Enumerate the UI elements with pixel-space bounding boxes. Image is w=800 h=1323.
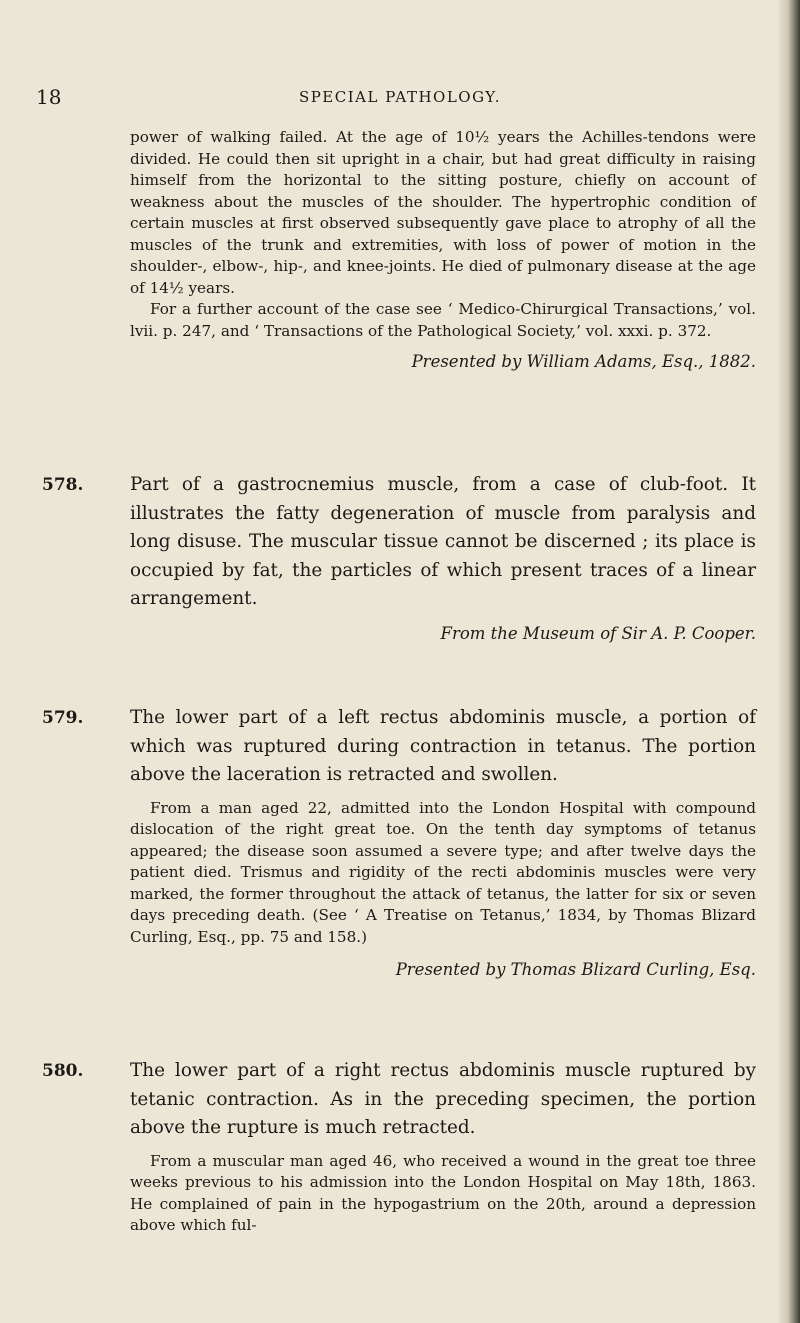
entry-description: [42, 471, 756, 614]
entry-case-notes: From a man aged 22, admitted into the London Hospital with compound dislocation of the right great toe. On the tenth day symptoms of tetanus appeared; the disease soon assumed a severe type; and after twelve days the patient died. Trismus and rigidity of the recti abdominis muscles were very marked, the former throughout the attack of tetanus, the latter for six or seven days preceding death. (See ‘ A Treatise on Tetanus,’ 1834, by Thomas Blizard Curling, Esq., pp. 75 and 158.): [130, 798, 756, 946]
entry-579: [42, 704, 756, 979]
entry-case-notes: From a muscular man aged 46, who received a wound in the great toe three weeks previous to his admission into the London Hospital on May 18th, 1863. He complained of pain in the hypogastrium on the 20th, around a depression above which ful-: [130, 1151, 756, 1234]
running-title: SPECIAL PATHOLOGY.: [298, 88, 502, 106]
entry-description-text: Part of a gastrocnemius muscle, from a case of club-foot. It illustrates the fatty degeneration of muscle from paralysis and long disuse. The muscular tissue cannot be discerned ; its place is occupied by fat, the particles of which present traces of a linear arrangement.: [130, 474, 756, 609]
entry-578: [42, 471, 756, 643]
entry-description-text: The lower part of a left rectus abdominis muscle, a portion of which was ruptured during contraction in tetanus. The portion above the laceration is retracted and swollen.: [130, 707, 756, 785]
entry-580: [42, 1057, 756, 1237]
page-header: [0, 85, 800, 111]
credit-line: Presented by William Adams, Esq., 1882.: [411, 352, 756, 371]
entry-description: [42, 1057, 756, 1143]
credit-line: From the Museum of Sir A. P. Cooper.: [440, 623, 756, 643]
entry-description: [42, 704, 756, 790]
continued-case-text: [130, 127, 756, 371]
entry-number: 580.: [42, 1061, 84, 1081]
reference-paragraph: For a further account of the case see ‘ Medico-Chirurgical Transactions,’ vol. lvii. p. 247, and ‘ Transactions of the Pathological Society,’ vol. xxxi. p. 372.: [130, 300, 756, 340]
entry-number: 578.: [42, 475, 84, 495]
credit-line: Presented by Thomas Blizard Curling, Esq.: [395, 960, 756, 979]
page-number: 18: [36, 85, 62, 109]
entry-number: 579.: [42, 708, 84, 728]
entry-description-text: The lower part of a right rectus abdominis muscle ruptured by tetanic contraction. As in the preceding specimen, the portion above the rupture is much retracted.: [130, 1060, 756, 1138]
continued-paragraph: power of walking failed. At the age of 10½ years the Achilles-tendons were divided. He could then sit upright in a chair, but had great difficulty in raising himself from the horizontal to the sitting posture, chiefly on account of weakness about the muscles of the shoulder. The hypertrophic condition of certain muscles at first observed subsequently gave place to atrophy of all the muscles of the trunk and extremities, with loss of power of motion in the shoulder-, elbow-, hip-, and knee-joints. He died of pulmonary disease at the age of 14½ years.: [130, 128, 756, 297]
page-edge-shadow: [778, 0, 800, 1323]
